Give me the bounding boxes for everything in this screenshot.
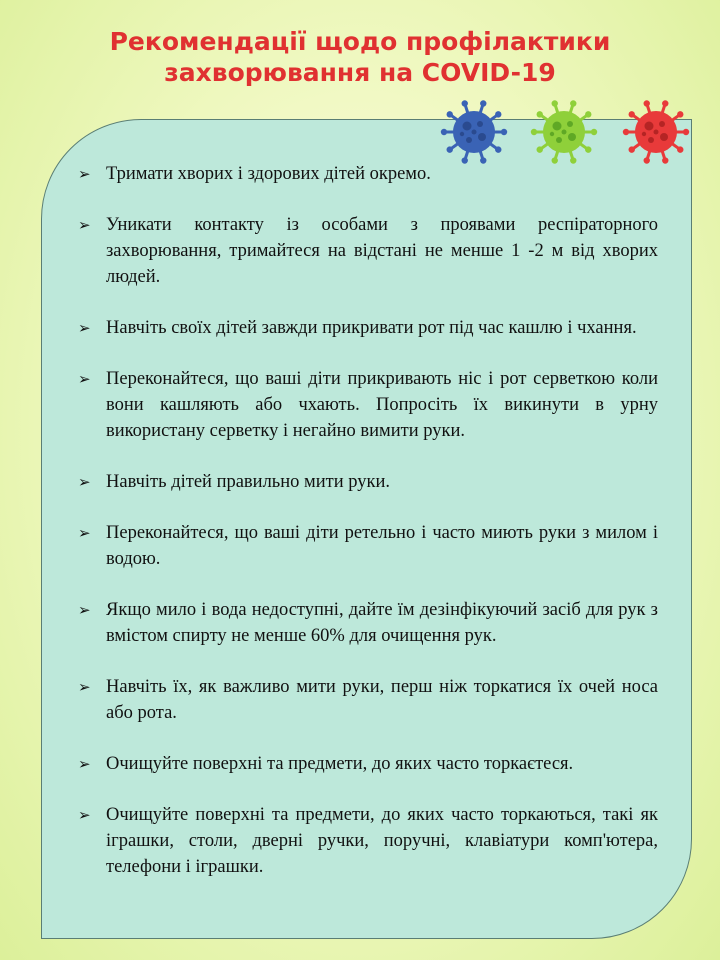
list-item (78, 597, 658, 649)
recommendation-text: Тримати хворих і здорових дітей окремо. (106, 164, 431, 184)
list-item (78, 366, 658, 444)
arrow-bullet-icon: ➢ (78, 216, 91, 234)
recommendation-text: Очищуйте поверхні та предмети, до яких часто торкаєтеся. (106, 754, 574, 774)
list-item (78, 802, 658, 880)
green-virus-icon (524, 99, 604, 165)
recommendation-text: Навчіть своїх дітей завжди прикривати рот під час кашлю і чхання. (106, 318, 637, 338)
title-line-2: захворювання на COVID-19 (164, 58, 556, 87)
arrow-bullet-icon: ➢ (78, 524, 91, 542)
recommendation-text: Навчіть їх, як важливо мити руки, перш ніж торкатися їх очей носа або рота. (106, 677, 658, 723)
recommendation-text: Навчіть дітей правильно мити руки. (106, 472, 390, 492)
recommendation-text: Якщо мило і вода недоступні, дайте їм дезінфікуючий засіб для рук з вмістом спирту не менше 60% для очищення рук. (106, 600, 658, 646)
list-item (78, 520, 658, 572)
list-item (78, 674, 658, 726)
arrow-bullet-icon: ➢ (78, 806, 91, 824)
arrow-bullet-icon: ➢ (78, 601, 91, 619)
list-item (78, 212, 658, 290)
recommendations-list (78, 161, 658, 905)
title-line-1: Рекомендації щодо профілактики (109, 27, 611, 56)
blue-virus-icon (434, 99, 514, 165)
page-title (0, 26, 720, 88)
arrow-bullet-icon: ➢ (78, 370, 91, 388)
list-item (78, 469, 658, 495)
recommendation-text: Уникати контакту із особами з проявами респіраторного захворювання, тримайтеся на відстані не менше 1 -2 м від хворих людей. (106, 215, 658, 287)
arrow-bullet-icon: ➢ (78, 319, 91, 337)
list-item (78, 315, 658, 341)
arrow-bullet-icon: ➢ (78, 755, 91, 773)
red-virus-icon (616, 99, 696, 165)
arrow-bullet-icon: ➢ (78, 473, 91, 491)
recommendation-text: Переконайтеся, що ваші діти прикривають ніс і рот серветкою коли вони кашляють або чхають. Попросіть їх викинути в урну використану серветку і негайно вимити руки. (106, 369, 658, 441)
recommendation-text: Переконайтеся, що ваші діти ретельно і часто миють руки з милом і водою. (106, 523, 658, 569)
list-item (78, 161, 658, 187)
recommendation-text: Очищуйте поверхні та предмети, до яких часто торкаються, такі як іграшки, столи, дверні ручки, поручні, клавіатури комп'ютера, телефони і іграшки. (106, 805, 658, 877)
arrow-bullet-icon: ➢ (78, 165, 91, 183)
arrow-bullet-icon: ➢ (78, 678, 91, 696)
list-item (78, 751, 658, 777)
